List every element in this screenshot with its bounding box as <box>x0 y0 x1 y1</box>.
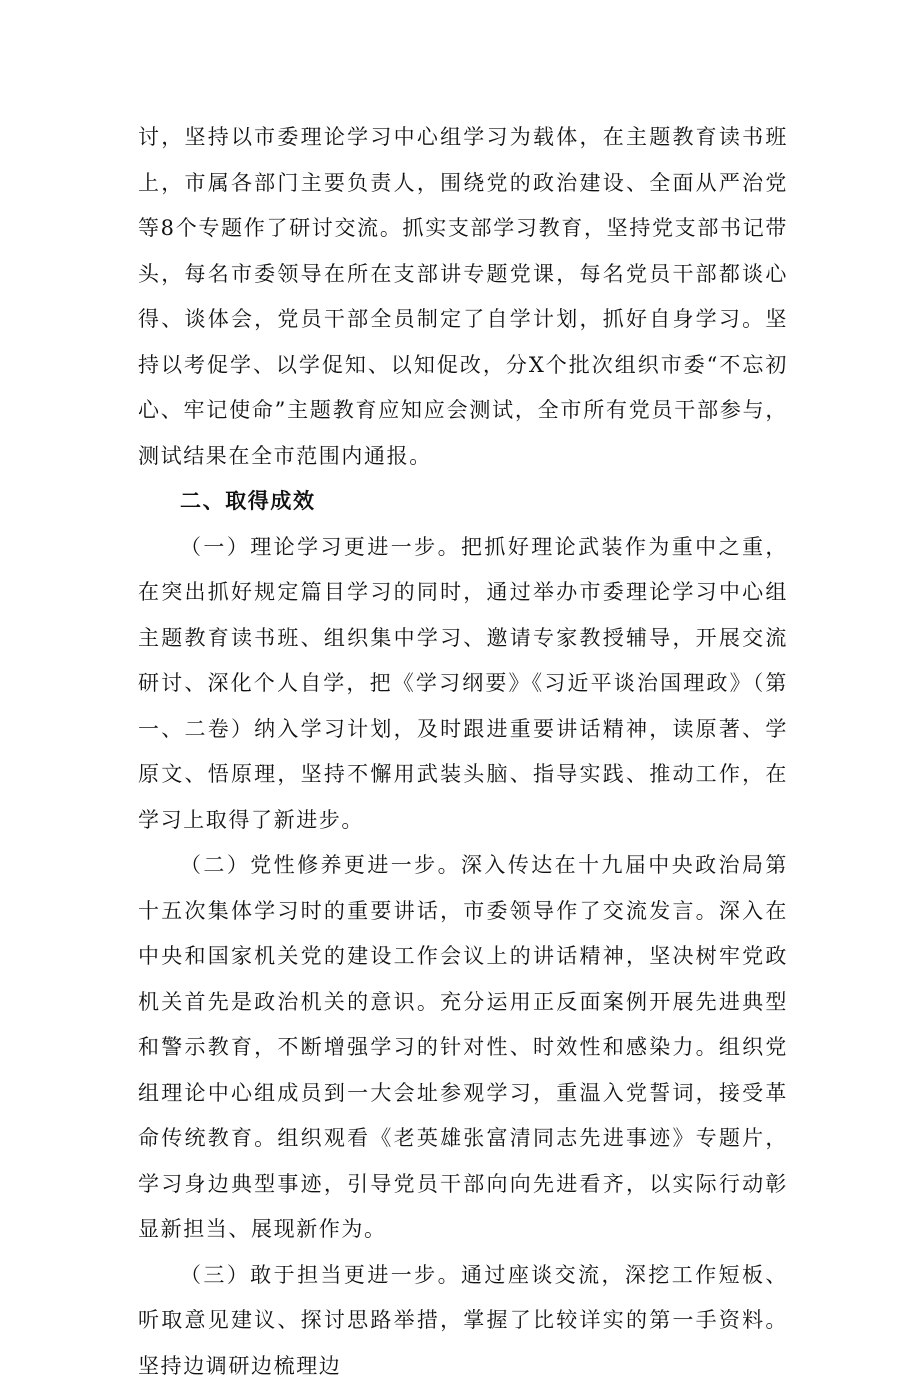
section-heading: 二、取得成效 <box>138 479 788 525</box>
paragraph-party-spirit: （二）党性修养更进一步。深入传达在十九届中央政治局第十五次集体学习时的重要讲话，市委领导作了交流发言。深入在中央和国家机关党的建设工作会议上的讲话精神，坚决树牢党政机关首先是政治机关的意识。充分运用正反面案例开展先进典型和警示教育，不断增强学习的针对性、时效性和感染力。组织党组理论中心组成员到一大会址参观学习，重温入党誓词，接受革命传统教育。组织观看《老英雄张富清同志先进事迹》专题片，学习身边典型事迹，引导党员干部向向先进看齐，以实际行动彰显新担当、展现新作为。 <box>138 843 788 1253</box>
document-body <box>138 115 788 1389</box>
paragraph-responsibility: （三）敢于担当更进一步。通过座谈交流，深挖工作短板、听取意见建议、探讨思路举措，掌握了比较详实的第一手资料。坚持边调研边梳理边 <box>138 1253 788 1389</box>
paragraph-theory-study: （一）理论学习更进一步。把抓好理论武装作为重中之重，在突出抓好规定篇目学习的同时，通过举办市委理论学习中心组主题教育读书班、组织集中学习、邀请专家教授辅导，开展交流研讨、深化个人自学，把《学习纲要》《习近平谈治国理政》（第一、二卷）纳入学习计划，及时跟进重要讲话精神，读原著、学原文、悟原理，坚持不懈用武装头脑、指导实践、推动工作，在学习上取得了新进步。 <box>138 525 788 844</box>
continuation-paragraph: 讨，坚持以市委理论学习中心组学习为载体，在主题教育读书班上，市属各部门主要负责人，围绕党的政治建设、全面从严治党等8个专题作了研讨交流。抓实支部学习教育，坚持党支部书记带头，每名市委领导在所在支部讲专题党课，每名党员干部都谈心得、谈体会，党员干部全员制定了自学计划，抓好自身学习。坚持以考促学、以学促知、以知促改，分X个批次组织市委“不忘初心、牢记使命”主题教育应知应会测试，全市所有党员干部参与，测试结果在全市范围内通报。 <box>138 115 788 479</box>
